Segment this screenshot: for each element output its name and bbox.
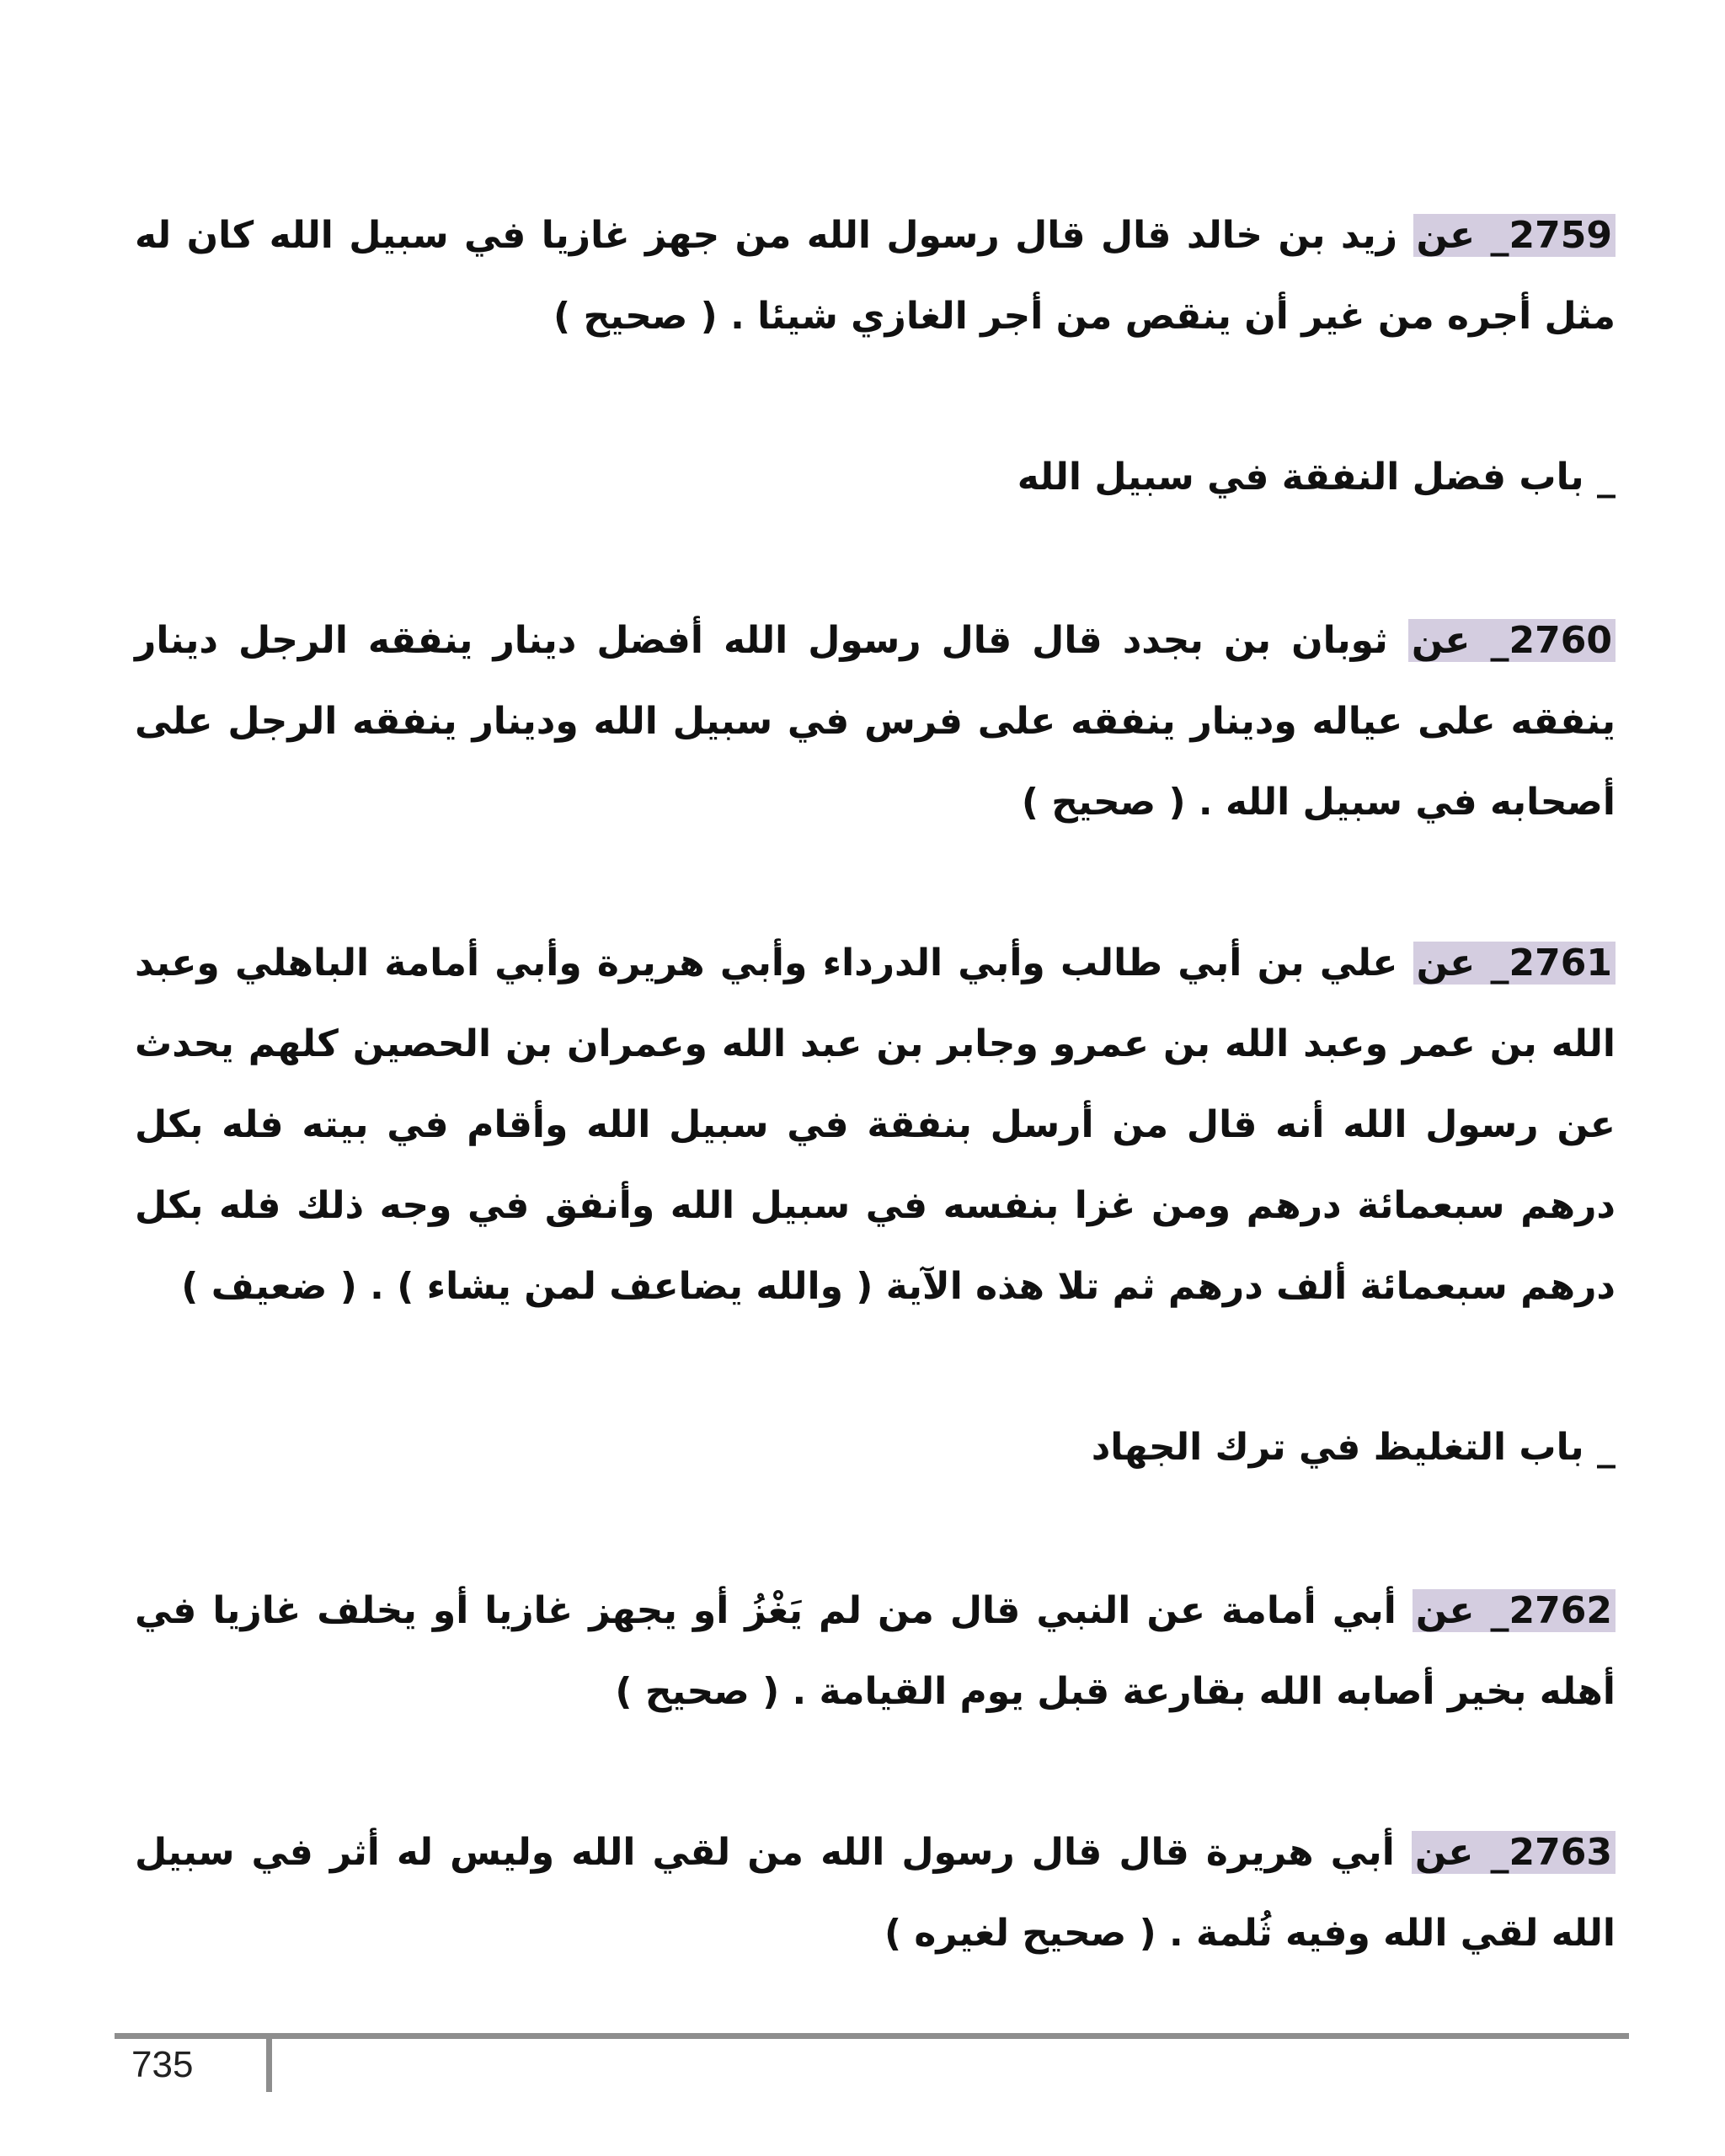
hadith-text: ثوبان بن بجدد قال قال رسول الله أفضل دينار ينفقه الرجل دينار ينفقه على عياله ودينار ينفقه على فرس في سبيل الله ودينار ينفقه الرجل على أصحابه في سبيل الله . ( صحيح ) bbox=[135, 619, 1616, 824]
chapter-heading: _ باب فضل النفقة في سبيل الله bbox=[1017, 456, 1616, 499]
hadith-2759 bbox=[135, 195, 1616, 357]
footer-divider bbox=[266, 2035, 272, 2092]
page-content bbox=[135, 195, 1616, 1974]
page-number: 735 bbox=[131, 2044, 194, 2085]
hadith-text: أبي هريرة قال قال رسول الله من لقي الله وليس له أثر في سبيل الله لقي الله وفيه ثُلمة . ( صحيح لغيره ) bbox=[135, 1831, 1616, 1955]
hadith-text: زيد بن خالد قال قال رسول الله من جهز غازيا في سبيل الله كان له مثل أجره من غير أن ينقص من أجر الغازي شيئا . ( صحيح ) bbox=[135, 214, 1616, 338]
footer-rule bbox=[115, 2033, 1629, 2039]
hadith-text: أبي أمامة عن النبي قال من لم يَغْزُ أو يجهز غازيا أو يخلف غازيا في أهله بخير أصابه الله بقارعة قبل يوم القيامة . ( صحيح ) bbox=[135, 1589, 1616, 1713]
hadith-number: 2760_ عن bbox=[1408, 619, 1616, 662]
hadith-2760 bbox=[135, 600, 1616, 843]
hadith-text: علي بن أبي طالب وأبي الدرداء وأبي هريرة وأبي أمامة الباهلي وعبد الله بن عمر وعبد الله بن عمرو وجابر بن عبد الله وعمران بن الحصين كلهم يحدث عن رسول الله أنه قال من أرسل بنفقة في سبيل الله وأقام في بيته فله بكل درهم سبعمائة درهم ومن غزا بنفسه في سبيل الله وأنفق في وجه ذلك فله بكل درهم سبعمائة ألف درهم ثم تلا هذه الآية ( والله يضاعف لمن يشاء ) . ( ضعيف ) bbox=[135, 942, 1616, 1308]
hadith-number: 2761_ عن bbox=[1413, 942, 1616, 985]
hadith-2762 bbox=[135, 1571, 1616, 1732]
hadith-number: 2762_ عن bbox=[1413, 1589, 1616, 1632]
hadith-2761 bbox=[135, 923, 1616, 1327]
hadith-number: 2763_ عن bbox=[1412, 1831, 1616, 1874]
hadith-number: 2759_ عن bbox=[1413, 214, 1616, 257]
chapter-heading: _ باب التغليظ في ترك الجهاد bbox=[1091, 1426, 1616, 1469]
hadith-2763 bbox=[135, 1812, 1616, 1974]
